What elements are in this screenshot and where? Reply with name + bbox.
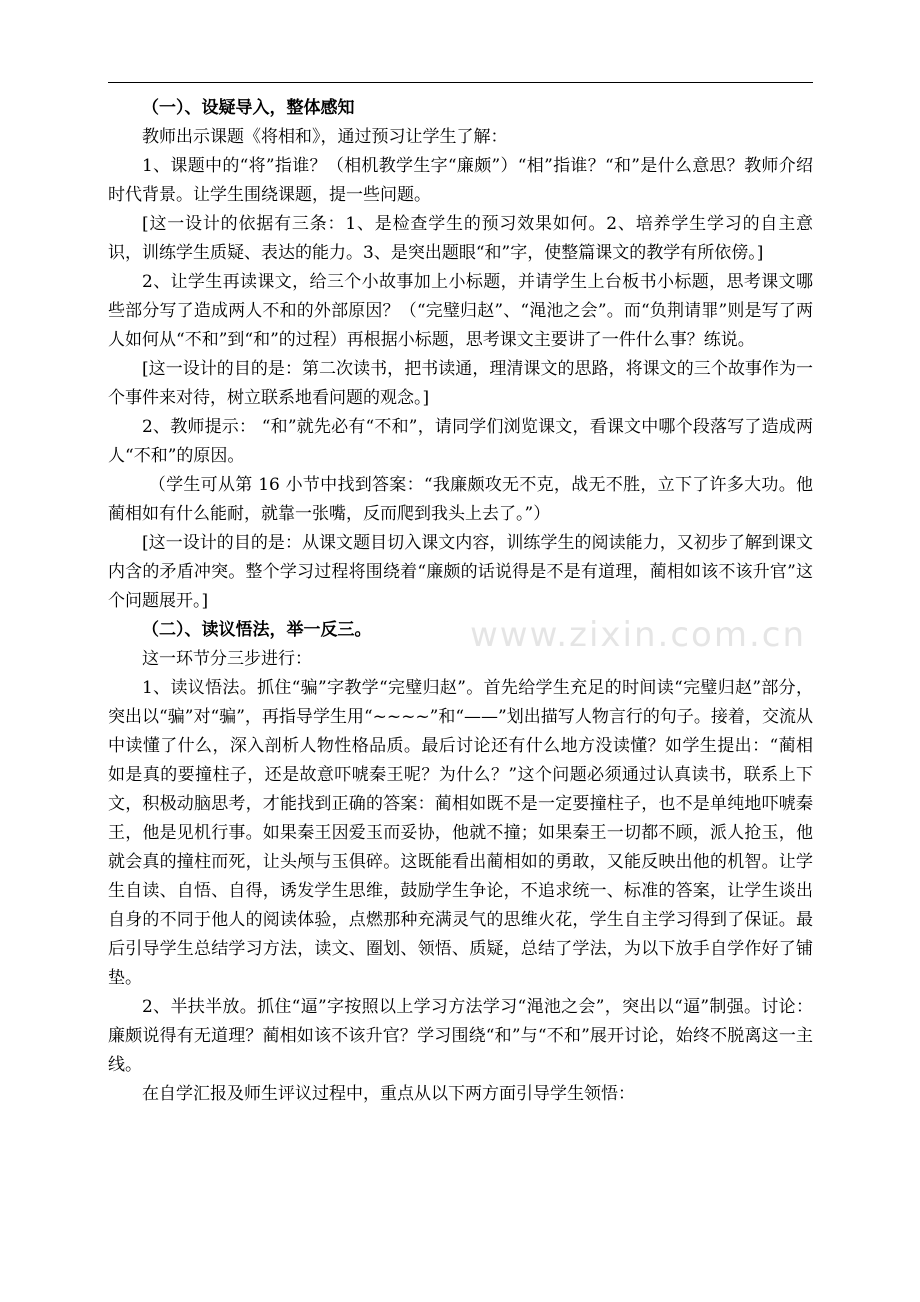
paragraph: 2、半扶半放。抓住“逼”字按照以上学习方法学习“渑池之会”，突出以“逼”制强。讨论：廉颇说得有无道理？蔺相如该不该升官？学习围绕“和”与“不和”展开讨论，始终不脱离这一主线。 [108, 997, 813, 1075]
watermark: www.zixin.com.cn [470, 615, 806, 655]
header-rule [108, 82, 813, 83]
paragraph: 1、读议悟法。抓住“骗”字教学“完璧归赵”。首先给学生充足的时间读“完璧归赵”部分，突出以“骗”对“骗”，再指导学生用“~~~~”和“——”划出描写人物言行的句子。接着，交流从中读懂了什么，深入剖析人物性格品质。最后讨论还有什么地方没读懂？如学生提出：“蔺相如是真的要撞柱子，还是故意吓唬秦王呢？为什么？”这个问题必须通过认真读书，联系上下文，积极动脑思考，才能找到正确的答案：蔺相如既不是一定要撞柱子，也不是单纯地吓唬秦王，他是见机行事。如果秦王因爱玉而妥协，他就不撞；如果秦王一切都不顾，派人抢玉，他就会真的撞柱而死，让头颅与玉俱碎。这既能看出蔺相如的勇敢，又能反映出他的机智。让学生自读、自悟、自得，诱发学生思维，鼓励学生争论，不追求统一、标准的答案，让学生谈出自身的不同于他人的阅读体验，点燃那种充满灵气的思维火花，学生自主学习得到了保证。最后引导学生总结学习方法，读文、圈划、领悟、质疑，总结了学法，为以下放手自学作好了铺垫。 [108, 678, 813, 988]
paragraph: [这一设计的依据有三条：1、是检查学生的预习效果如何。2、培养学生学习的自主意识，训练学生质疑、表达的能力。3、是突出题眼“和”字，使整篇课文的教学有所依傍。] [108, 214, 813, 263]
paragraph: 1、课题中的“将”指谁？（相机教学生字“廉颇”）“相”指谁？“和”是什么意思？教师介绍时代背景。让学生围绕课题，提一些问题。 [108, 156, 813, 205]
section-heading: （二）、读议悟法，举一反三。 [142, 620, 372, 640]
paragraph: [这一设计的目的是：从课文题目切入课文内容，训练学生的阅读能力，又初步了解到课文内含的矛盾冲突。整个学习过程将围绕着“廉颇的话说得是不是有道理，蔺相如该不该升官”这个问题展开。] [108, 533, 813, 611]
document-body [108, 94, 813, 1109]
paragraph: 在自学汇报及师生评议过程中，重点从以下两方面引导学生领悟： [142, 1084, 635, 1104]
paragraph: 这一环节分三步进行： [142, 649, 312, 669]
paragraph: 2、教师提示： “和”就先必有“不和”，请同学们浏览课文，看课文中哪个段落写了造成两人“不和”的原因。 [108, 417, 813, 466]
paragraph: 教师出示课题《将相和》，通过预习让学生了解： [142, 127, 508, 147]
paragraph: [这一设计的目的是：第二次读书，把书读通，理清课文的思路，将课文的三个故事作为一个事件来对待，树立联系地看问题的观念。] [108, 359, 813, 408]
paragraph: 2、让学生再读课文，给三个小故事加上小标题，并请学生上台板书小标题，思考课文哪些部分写了造成两人不和的外部原因？（“完璧归赵”、“渑池之会”。而“负荆请罪”则是写了两人如何从“不和”到“和”的过程）再根据小标题，思考课文主要讲了一件什么事？练说。 [108, 272, 813, 350]
section-heading: （一）、设疑导入，整体感知 [142, 98, 355, 118]
paragraph: （学生可从第 16 小节中找到答案：“我廉颇攻无不克，战无不胜，立下了许多大功。他蔺相如有什么能耐，就靠一张嘴，反而爬到我头上去了。”） [108, 475, 813, 524]
